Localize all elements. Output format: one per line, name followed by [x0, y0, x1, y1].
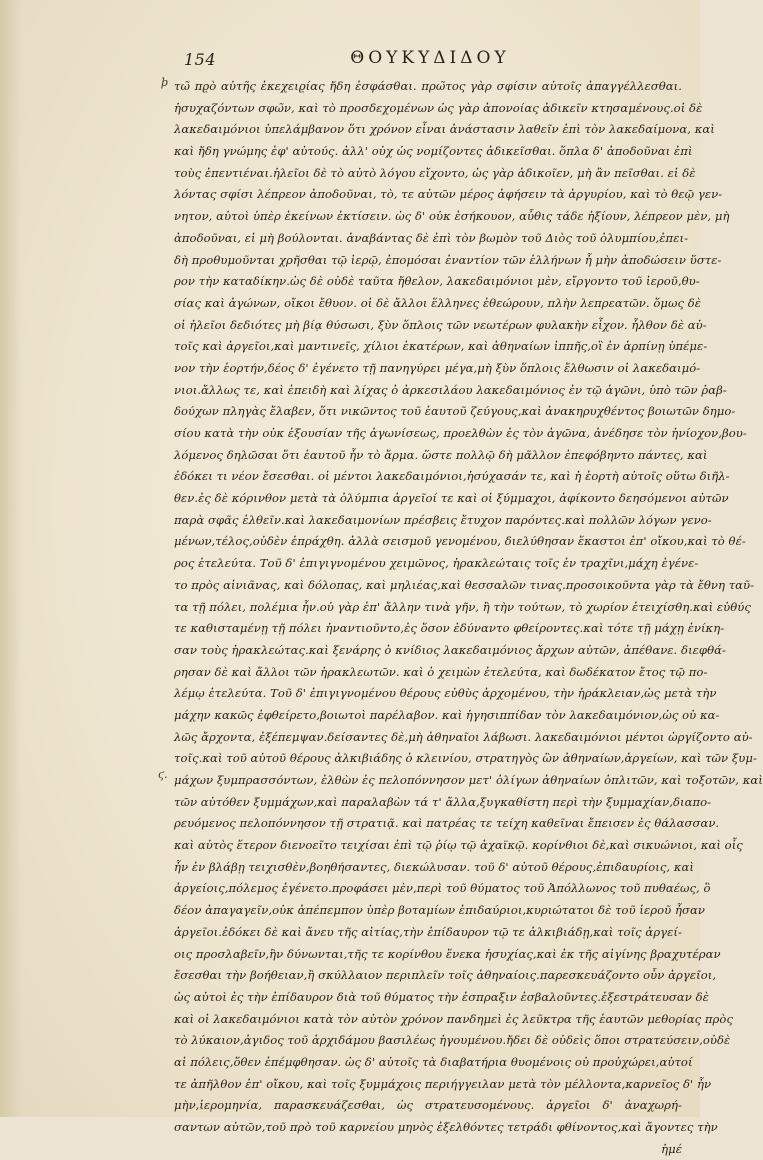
text-line: δὴ προθυμοῦνται χρῆσθαι τῷ ἱερῷ, ἐπομόσαι ἐναντίον τῶν ἑλλήνων ἦ μὴν ἀποδώσειν ὕστε-: [174, 252, 722, 267]
text-line: το πρὸς αἰνιᾶνας, καὶ δόλοπας, καὶ μηλιέας,καὶ θεσσαλῶν τινας.προσοικοῦντα γὰρ τὰ ἔθνη ταῦ-: [174, 577, 755, 592]
text-line: λόντας σφίσι λέπρεον ἀποδοῦναι, τὸ, τε αὐτῶν μέρος ἀφήσειν τὰ ἀργυρίου, καὶ τὸ θεῷ γεν-: [174, 187, 723, 202]
running-title: ΘΟΥΚΥΔΙΔΟΥ: [350, 48, 510, 68]
text-line: λόμενος δηλῶσαι ὅτι ἑαυτοῦ ἦν τὸ ἅρμα. ὥστε πολλῷ δὴ μᾶλλον ἐπεφόβηντο πάντες, καὶ: [174, 447, 708, 462]
text-line: καὶ οἱ λακεδαιμόνιοι κατὰ τὸν αὐτὸν χρόνον πανδημεὶ ἐς λεῦκτρα τῆς ἑαυτῶν μεθορίας πρὸς: [174, 1011, 733, 1026]
text-line: τοὺς ἐπεντιέναι.ἠλεῖοι δὲ τὸ αὐτὸ λόγου εἴχοντο, ὡς γὰρ ἀδικοῖεν, μὴ ἂν πεῖσθαι. εἰ δὲ: [174, 165, 696, 180]
text-line: ἐδόκει τι νέον ἔσεσθαι. οἱ μέντοι λακεδαιμόνιοι,ἡσύχασάν τε, καὶ ἡ ἑορτὴ αὐτοῖς οὕτω διῆλ-: [174, 469, 730, 484]
text-line: ὡς αὐτοὶ ἐς τὴν ἐπίδαυρον διὰ τοῦ θύματος τὴν ἐσπραξιν ἐσβαλοῦντες.ἐξεστράτευσαν δὲ: [174, 989, 709, 1004]
text-line: θεν.ἐς δὲ κόρινθον μετὰ τὰ ὀλύμπια ἀργεῖοί τε καὶ οἱ ξύμμαχοι, ἀφίκοντο δεησόμενοι αὐτῶν: [174, 491, 729, 506]
text-line: ρον τὴν καταδίκην.ὡς δὲ οὐδὲ ταῦτα ἤθελον, λακεδαιμόνιοι μὲν, εἴργοντο τοῦ ἱεροῦ,θυ-: [174, 274, 700, 289]
text-line: νητον, αὐτοὶ ὑπὲρ ἐκείνων ἐκτίσειν. ὡς δ' οὐκ ἐσήκουον, αὖθις τάδε ἠξίουν, λέπρεον μὲν, μὴ: [174, 209, 730, 224]
text-line: μάχων ξυμπρασσόντων, ἐλθὼν ἐς πελοπόννησον μετ' ὀλίγων ἀθηναίων ὁπλιτῶν, καὶ τοξοτῶν, καὶ: [174, 773, 763, 787]
text-line: σαντων αὐτῶν,τοῦ πρὸ τοῦ καρνείου μηνὸς ἐξελθόντες τετράδι φθίνοντος,καὶ ἄγοντες τὴν: [174, 1120, 718, 1134]
text-line: σίας καὶ ἀγώνων, οἴκοι ἔθυον. οἱ δὲ ἄλλοι ἕλληνες ἐθεώρουν, πλὴν λεπρεατῶν. ὅμως δὲ: [174, 295, 702, 310]
text-line: παρὰ σφᾶς ἐλθεῖν.καὶ λακεδαιμονίων πρέσβεις ἔτυχον παρόντες.καὶ πολλῶν λόγων γενο-: [174, 512, 712, 527]
text-line: δούχων πληγὰς ἔλαβεν, ὅτι νικῶντος τοῦ ἑαυτοῦ ζεύγους,καὶ ἀνακηρυχθέντος βοιωτῶν δημο-: [174, 404, 736, 419]
text-line: ἔσεσθαι τὴν βοήθειαν,ἢ σκύλλαιον περιπλεῖν τοῖς ἀθηναίοις.παρεσκευάζοντο οὖν ἀργεῖοι,: [174, 968, 717, 983]
text-line: ἀργείοις,πόλεμος ἐγένετο.προφάσει μὲν,περὶ τοῦ θύματος τοῦ Ἀπόλλωνος τοῦ πυθαέως, ὃ: [174, 881, 711, 896]
text-line: τα τῇ πόλει, πολέμια ἦν.οὐ γὰρ ἐπ' ἄλλην τινὰ γῆν, ἢ τὴν τούτων, τὸ χωρίον ἐτειχίσθη.καὶ εὐθύς: [174, 599, 751, 614]
text-line: καὶ αὐτὸς ἕτερον διενοεῖτο τειχίσαι ἐπὶ τῷ ῥίῳ τῷ ἀχαϊκῷ. κορίνθιοι δὲ,καὶ σικυώνιοι, καὶ οἷς: [174, 838, 743, 853]
text-line: ἀποδοῦναι, εἰ μὴ βούλονται. ἀναβάντας δὲ ἐπὶ τὸν βωμὸν τοῦ Διὸς τοῦ ὀλυμπίου,ἐπει-: [174, 230, 689, 245]
binding-shadow: [0, 0, 22, 1117]
text-line: μὴν,ἱερομηνία, παρασκευάζεσθαι, ὡς στρατευσομένους. ἀργεῖοι δ' ἀναχωρή-: [174, 1098, 682, 1113]
page-header: [180, 46, 680, 72]
text-line: σαν τοὺς ἡρακλεώτας.καὶ ξενάρης ὁ κνίδιος λακεδαιμόνιος ἄρχων αὐτῶν, ἀπέθανε. διεφθά-: [174, 642, 726, 657]
text-line: νιοι.ἄλλως τε, καὶ ἐπειδὴ καὶ λίχας ὁ ἀρκεσιλάου λακεδαιμόνιος ἐν τῷ ἀγῶνι, ὑπὸ τῶν ῥαβ-: [174, 382, 727, 397]
marginal-mark-top: ϸ: [161, 76, 169, 89]
text-line: τῶν αὐτόθεν ξυμμάχων,καὶ παραλαβὼν τά τ' ἄλλα,ξυγκαθίστη περὶ τὴν ξυμμαχίαν,διαπο-: [174, 794, 712, 809]
text-line: αἱ πόλεις,ὅθεν ἐπέμφθησαν. ὡς δ' αὐτοῖς τὰ διαβατήρια θυομένοις οὐ προὐχώρει,αὐτοί: [174, 1054, 693, 1069]
text-line: τοῖς καὶ ἀργεῖοι,καὶ μαντινεῖς, χίλιοι ἑκατέρων, καὶ ἀθηναίων ἱππῆς,οἳ ἐν ἁρπίνῃ ὑπέμε-: [174, 339, 708, 354]
text-line: ἡμέ: [661, 1141, 682, 1156]
text-line: οἱ ἠλεῖοι δεδιότες μὴ βίᾳ θύσωσι, ξὺν ὅπλοις τῶν νεωτέρων φυλακὴν εἶχον. ἦλθον δὲ αὐ-: [174, 317, 707, 332]
text-line: ἦν ἐν βλάβῃ τειχισθὲν,βοηθήσαντες, διεκώλυσαν. τοῦ δ' αὐτοῦ θέρους,ἐπιδαυρίοις, καὶ: [174, 859, 694, 874]
text-line: τοῖς.καὶ τοῦ αὐτοῦ θέρους ἀλκιβιάδης ὁ κλεινίου, στρατηγὸς ὢν ἀθηναίων,ἀργείων, καὶ τῶν ξυμ-: [174, 751, 757, 766]
text-line: λακεδαιμόνιοι ὑπελάμβανον ὅτι χρόνον εἶναι ἀνάστασιν λαθεῖν ἐπὶ τὸν λακεδαίμονα, καὶ: [174, 122, 715, 137]
text-line: τω̃ πϱὸ αὐτη̃ς ἐκεχειϱίας ἤδη ἐσφάσθαι. πρω̃τος γὰρ σφίσιν αὐτοῖς ἀπαγγέλλεσθαι.: [174, 79, 682, 93]
main-text-block: [174, 76, 763, 1160]
text-line: ἡσυχαζόντων σφω̃ν, καὶ τὸ προσδεχομένων ὡς γὰρ ἀπονοίας ἀδικεῖν κτησαμένους.οἱ δὲ: [174, 100, 703, 115]
text-line: δέον ἀπαγαγεῖν,οὐκ ἀπέπεμπον ὑπὲρ βοταμίων ἐπιδαύριοι,κυριώτατοι δὲ τοῦ ἱεροῦ ἦσαν: [174, 903, 705, 918]
text-line: σίου κατὰ τὴν οὐκ ἐξουσίαν τῆς ἀγωνίσεως, προελθὼν ἐς τὸν ἀγῶνα, ἀνέδησε τὸν ἡνίοχον,βου-: [174, 426, 747, 440]
text-line: οις προσλαβεῖν,ἢν δύνωνται,τῆς τε κορίνθου ἕνεκα ἡσυχίας,καὶ ἐκ τῆς αἰγίνης βραχυτέραν: [174, 946, 721, 961]
text-line: τε καθισταμένῃ τῇ πόλει ἠναντιοῦντο,ἐς ὅσον ἐδύναντο φθείροντες.καὶ τότε τῇ μάχῃ ἐνίκη-: [174, 621, 725, 636]
text-line: λέμῳ ἐτελεύτα. Τοῦ δ' ἐπιγιγνομένου θέρους εὐθὺς ἀρχομένου, τὴν ἡράκλειαν,ὡς μετὰ τὴν: [174, 686, 717, 701]
text-line: λῶς ἄρχοντα, ἐξέπεμψαν.δείσαντες δὲ,μὴ ἀθηναῖοι λάβωσι. λακεδαιμόνιοι μέντοι ὠργίζοντο αὐ-: [174, 729, 753, 744]
text-line: τὸ λύκαιον,ἀγιδος τοῦ ἀρχιδάμου βασιλέως ἡγουμένου.ἤδει δὲ οὐδεὶς ὅποι στρατεύσειν,οὐδὲ: [174, 1033, 731, 1048]
text-line: καὶ ἤδη γνώμης ἐφ' αὐτούς. ἀλλ' οὐχ ὡς νομίζοντες ἀδικεῖσθαι. ὅπλα δ' ἀποδοῦναι ἐπὶ: [174, 144, 693, 159]
text-line: μάχην κακῶς ἐφθείρετο,βοιωτοὶ παρέλαβον. καὶ ἡγησιππίδαν τὸν λακεδαιμόνιον,ὡς οὐ κα-: [174, 707, 720, 722]
text-line: μένων,τέλος,οὐδὲν ἐπράχθη. ἀλλὰ σεισμοῦ γενομένου, διελύθησαν ἕκαστοι ἐπ' οἴκου,καὶ τὸ θέ-: [174, 534, 746, 549]
text-line: ρησαν δὲ καὶ ἄλλοι τῶν ἡρακλεωτῶν. καὶ ὁ χειμὼν ἐτελεύτα, καὶ δωδέκατον ἔτος τῷ πο-: [174, 664, 708, 679]
text-line: νον τὴν ἑορτήν,δέος δ' ἐγένετο τῇ πανηγύρει μέγα,μὴ ξὺν ὅπλοις ἔλθωσιν οἱ λακεδαιμό-: [174, 360, 701, 375]
text-line: τε ἀπῆλθον ἐπ' οἴκου, καὶ τοῖς ξυμμάχοις περιήγγειλαν μετὰ τὸν μέλλοντα,καρνεῖος δ' ἦν: [174, 1076, 712, 1091]
text-line: ρος ἐτελεύτα. Τοῦ δ' ἐπιγιγνομένου χειμῶνος, ἡρακλεώταις τοῖς ἐν τραχῖνι,μάχη ἐγένε-: [174, 556, 699, 571]
marginal-section-number: ϛ.: [158, 768, 168, 781]
page-number: 154: [184, 50, 217, 69]
text-line: ἀργεῖοι.ἐδόκει δὲ καὶ ἄνευ τῆς αἰτίας,τὴν ἐπίδαυρον τῷ τε ἀλκιβιάδῃ,καὶ τοῖς ἀργεί-: [174, 924, 682, 939]
text-line: ρευόμενος πελοπόννησον τῇ στρατιᾷ. καὶ πατρέας τε τείχη καθεῖναι ἔπεισεν ἐς θάλασσαν.: [174, 816, 720, 831]
